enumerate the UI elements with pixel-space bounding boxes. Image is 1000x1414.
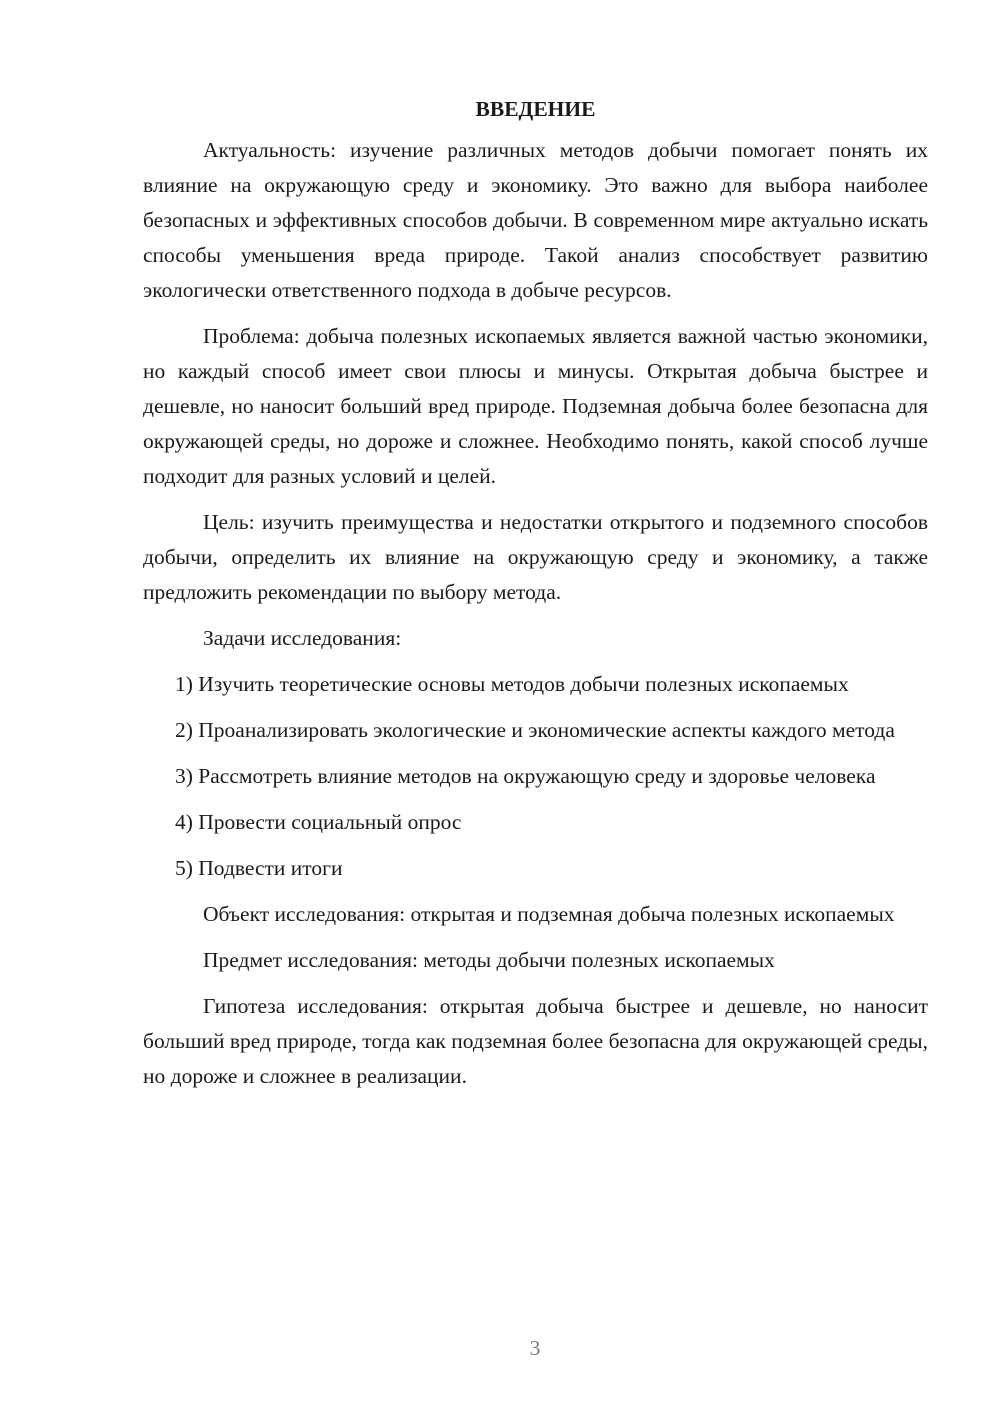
document-page xyxy=(143,92,928,1105)
paragraph-object: Объект исследования: открытая и подземная добыча полезных ископаемых xyxy=(203,902,895,926)
paragraph-goal: Цель: изучить преимущества и недостатки открытого и подземного способов добычи, определить их влияние на окружающую среду и экономику, а также предложить рекомендации по выбору метода. xyxy=(143,510,928,604)
paragraph-subject: Предмет исследования: методы добычи полезных ископаемых xyxy=(203,948,775,972)
task-item: 1) Изучить теоретические основы методов добычи полезных ископаемых xyxy=(175,672,849,696)
task-item: 2) Проанализировать экологические и экономические аспекты каждого метода xyxy=(175,718,895,742)
tasks-heading: Задачи исследования: xyxy=(203,626,402,650)
paragraph-problem: Проблема: добыча полезных ископаемых является важной частью экономики, но каждый способ имеет свои плюсы и минусы. Открытая добыча быстрее и дешевле, но наносит больший вред природе. Подземная добыча более безопасна для окружающей среды, но дороже и сложнее. Необходимо понять, какой способ лучше подходит для разных условий и целей. xyxy=(143,324,928,488)
task-item: 4) Провести социальный опрос xyxy=(175,810,462,834)
paragraph-relevance: Актуальность: изучение различных методов добычи помогает понять их влияние на окружающую среду и экономику. Это важно для выбора наиболее безопасных и эффективных способов добычи. В современном мире актуально искать способы уменьшения вреда природе. Такой анализ способствует развитию экологически ответственного подхода в добыче ресурсов. xyxy=(143,138,928,302)
paragraph-hypothesis: Гипотеза исследования: открытая добыча быстрее и дешевле, но наносит больший вред природе, тогда как подземная более безопасна для окружающей среды, но дороже и сложнее в реализации. xyxy=(143,994,928,1088)
page-number: 3 xyxy=(529,1336,541,1360)
document-title: ВВЕДЕНИЕ xyxy=(475,97,596,121)
task-item: 3) Рассмотреть влияние методов на окружающую среду и здоровье человека xyxy=(175,764,876,788)
task-item: 5) Подвести итоги xyxy=(175,856,343,880)
